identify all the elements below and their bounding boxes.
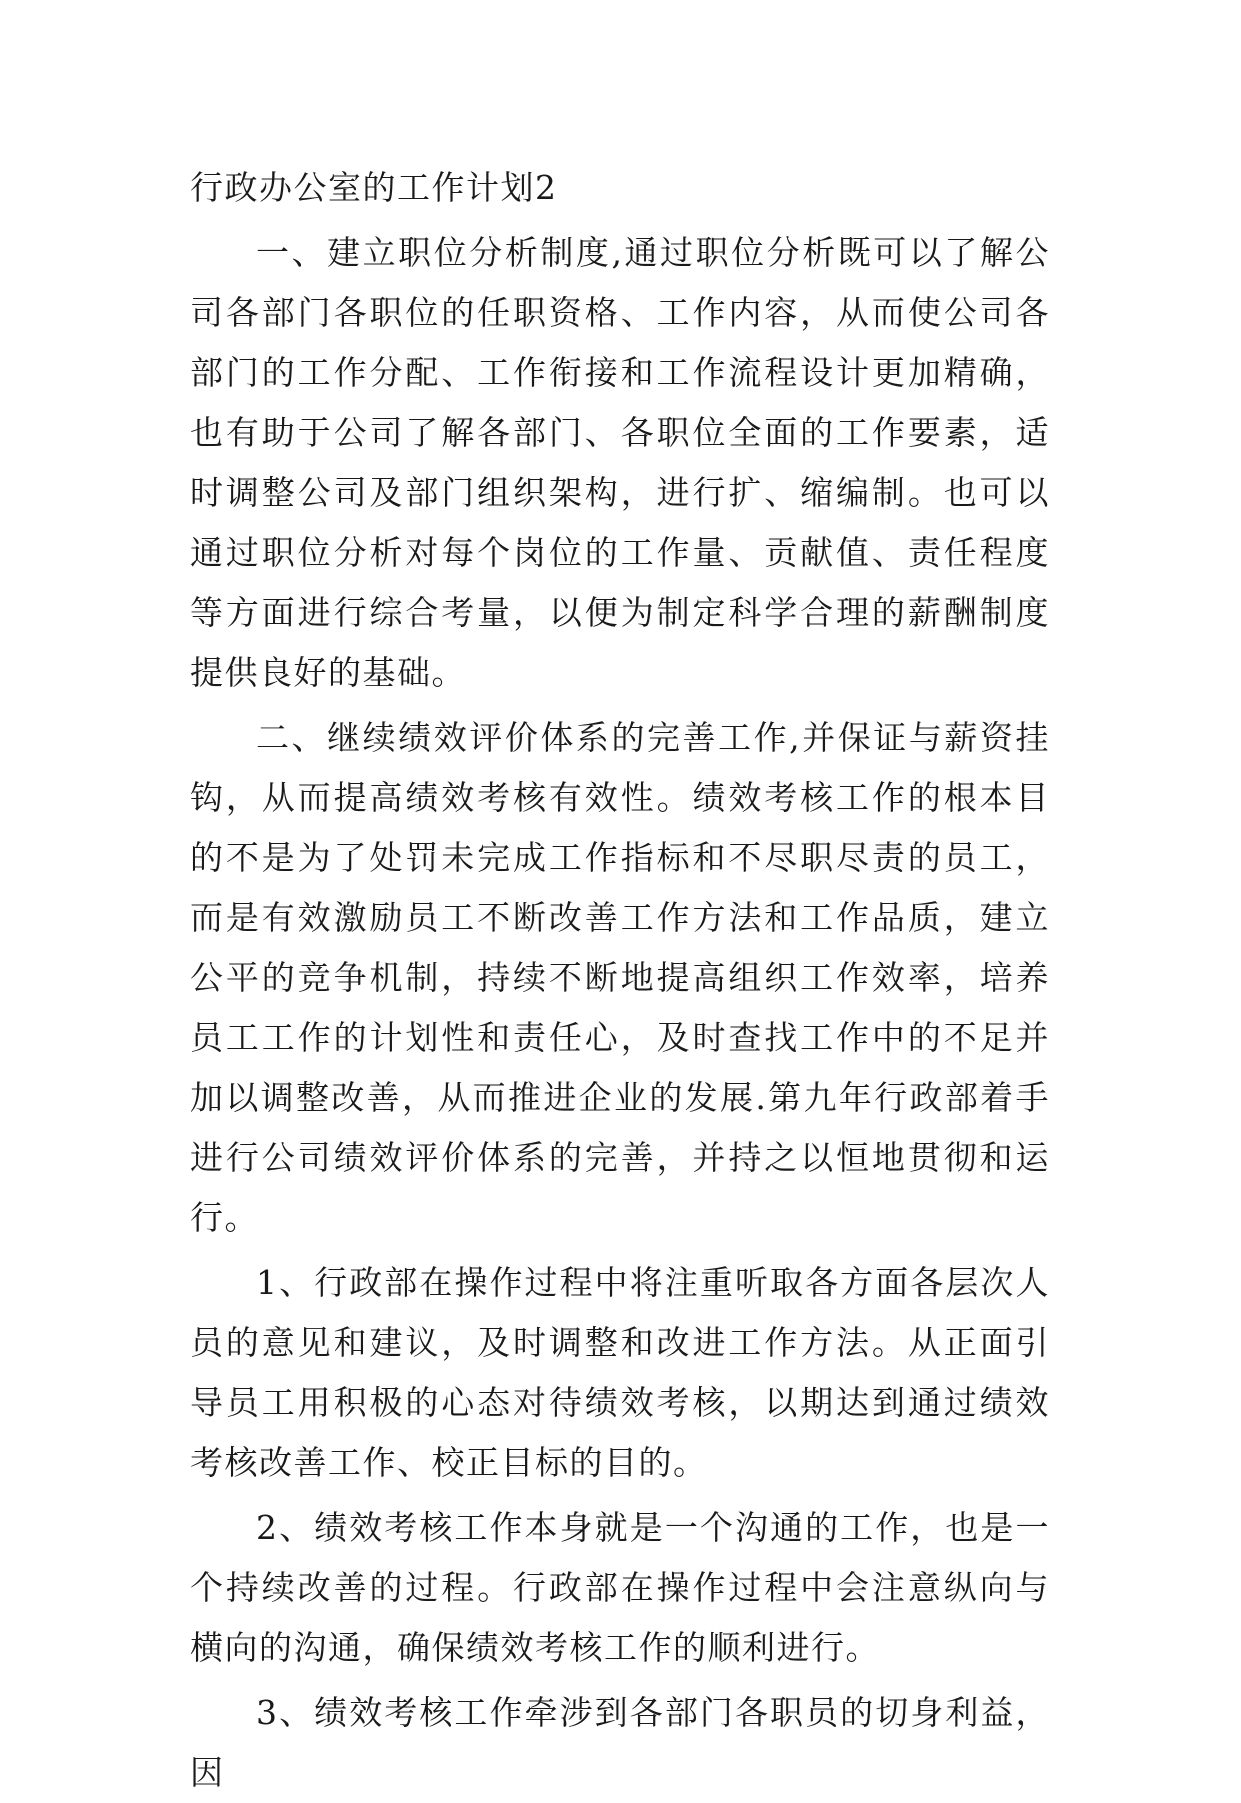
paragraph-2: 二、继续绩效评价体系的完善工作,并保证与薪资挂钩，从而提高绩效考核有效性。绩效考核工作的根本目的不是为了处罚未完成工作指标和不尽职尽责的员工，而是有效激励员工不断改善工作方法和工作品质，建立公平的竞争机制，持续不断地提高组织工作效率，培养员工工作的计划性和责任心，及时查找工作中的不足并加以调整改善，从而推进企业的发展.第九年行政部着手进行公司绩效评价体系的完善，并持之以恒地贯彻和运行。 [190,718,1050,1237]
document-body [190,158,1050,1803]
paragraph-4: 2、绩效考核工作本身就是一个沟通的工作，也是一个持续改善的过程。行政部在操作过程中会注意纵向与横向的沟通，确保绩效考核工作的顺利进行。 [190,1508,1050,1667]
document-title: 行政办公室的工作计划2 [190,168,558,207]
paragraph-3: 1、行政部在操作过程中将注重听取各方面各层次人员的意见和建议，及时调整和改进工作方法。从正面引导员工用积极的心态对待绩效考核，以期达到通过绩效考核改善工作、校正目标的目的。 [190,1263,1050,1482]
paragraph-1: 一、建立职位分析制度,通过职位分析既可以了解公司各部门各职位的任职资格、工作内容，从而使公司各部门的工作分配、工作衔接和工作流程设计更加精确，也有助于公司了解各部门、各职位全面的工作要素，适时调整公司及部门组织架构，进行扩、缩编制。也可以通过职位分析对每个岗位的工作量、贡献值、责任程度等方面进行综合考量，以便为制定科学合理的薪酬制度提供良好的基础。 [190,233,1050,692]
paragraph-5: 3、绩效考核工作牵涉到各部门各职员的切身利益，因 [190,1693,1050,1792]
